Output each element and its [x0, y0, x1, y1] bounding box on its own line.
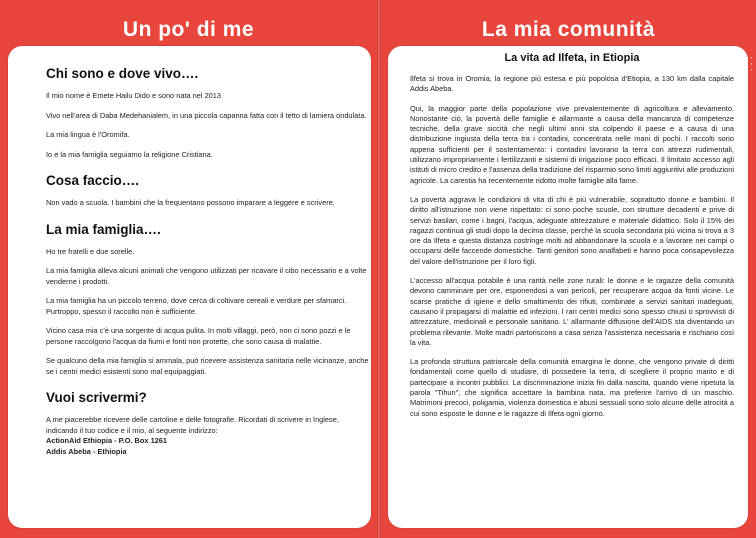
- paragraph: Ho tre fratelli e due sorelle.: [46, 246, 135, 256]
- paragraph: Non vado a scuola. I bambini che la frequentano possono imparare a leggere e scrivere.: [46, 198, 335, 207]
- paragraph: Io e la mia famiglia seguiamo la religione Cristiana.: [46, 149, 213, 159]
- paragraph: Se qualcuno della mia famiglia si ammala, può ricevere assistenza sanitaria nelle vicinanze, anche se i centri medici esistenti sono mal equipaggiati.: [46, 356, 369, 376]
- right-page-card: [388, 46, 748, 528]
- left-page-content: [46, 66, 372, 457]
- section-title-what: Cosa faccio….: [46, 173, 140, 188]
- paragraph: La mia famiglia ha un piccolo terreno, dove cerca di coltivare cereali e verdure per sfamarci. Purtroppo, spesso il raccolto non è sufficiente.: [46, 296, 347, 316]
- paragraph: La povertà aggrava le condizioni di vita di chi è più vulnerabile, soprattutto donne e bambini. Il diritto all'istruzione non viene rispettato: ci sono poche scuole, con strutture decadenti e prive di servizi basilari, come i bagni, l'acqua, adeguate attrezzature e materiale didattico. Solo il 15% dei ragazzi continua gli studi dopo la decima classe, perché la scuola secondaria più vicina si trova a 3 ore da Ilfeta e questa distanza costringe molti ad abbandonare la scuola e a lavorare nei campi o occuparsi delle faccende domestiche. Tanti genitori sono analfabeti e hanno poca consapevolezza del valore dell'istruzione per il loro figli.: [410, 194, 734, 266]
- paragraph: A me piacerebbe ricevere delle cartoline e delle fotografie. Ricordati di scrivere in Inglese, indicando il tuo codice e il mio, al seguente indirizzo:: [46, 415, 339, 435]
- page-fold: [377, 0, 381, 538]
- paragraph: Vivo nell'area di Daba Medehanialem, in una piccola capanna fatta con il tetto di lamiera ondulata.: [46, 110, 367, 120]
- paragraph: Vicino casa mia c'è una sorgente di acqua pulita. In molti villaggi, però, non ci sono pozzi e le persone raccolgono l'acqua da fiumi e fonti non protette, che sono causa di malattie.: [46, 326, 351, 346]
- paragraph: Qui, la maggior parte della popolazione vive prevalentemente di agricoltura e allevamento. Nonostante ciò, la povertà delle famiglie è allarmante a causa della mancanza di competenze tecniche, della grave siccità che negli ultimi anni sta colpendo il paese e a causa di una distribuzione ingiusta della terra tra i contadini, concentrata nelle mani di pochi. I raccolti sono appena sufficienti per il sostentamento: i contadini lavorano la terra con attrezzi rudimentali, utilizzano impropriamente i fertilizzanti e sistemi di irrigazione poco efficaci. Il limitato accesso agli istituti di micro credito e l'assenza della tradizione del risparmio sono limiti aggiuntivi alle produzioni agricole. La carestia ha recentemente ridotto molte famiglie alla fame.: [410, 103, 734, 185]
- paragraph: La mia famiglia alleva alcuni animali che vengono utilizzati per ricavare il cibo necessario e a volte venderne i prodotti.: [46, 266, 367, 286]
- paragraph: L'accesso all'acqua potabile è una rarità nelle zone rurali: le donne e le ragazze della comunità devono camminare per ore, esponendosi a vari pericoli, per recuperare acqua da fonti vicine. Le scarse pratiche di igiene e dello smaltimento dei rifiuti, combinate a servizi sanitari inadeguati, causano il propagarsi di malattie ed infezioni. I rari centri medici sono spesso chiusi o sprovvisti di attrezzature, medicinali e personale sanitario. L' allarmante diffusione dell'AIDS sta diventando un problema rilevante. Molte madri partoriscono a casa senza l'assistenza necessaria e rischiano così la vita.: [410, 276, 734, 347]
- left-page-card: [8, 46, 371, 528]
- address-line: ActionAid Ethiopia - P.O. Box 1261: [46, 436, 168, 445]
- right-page-content: [410, 52, 734, 419]
- paragraph: La profonda struttura patriarcale della comunità emargina le donne, che vengono private di diritti fondamentali come quello di studiare, di possedere la terra, di scegliere il proprio marito e di partecipare a incontri pubblici. La discriminazione inizia fin dalla nascita, quando viene ripetuta la parola "Tihun", che significa accettare la bambina nata, ma preferire l'arrivo di un maschio. Matrimoni precoci, poligamia, violenza domestica e abusi sessuali sono solo alcune delle atrocità a cui sono esposte le donne e le ragazze di Ilfeta ogni giorno.: [410, 357, 734, 418]
- section-title-family: La mia famiglia….: [46, 221, 161, 237]
- address-line: Addis Abeba - Ethiopia: [46, 446, 127, 456]
- right-page-header: La mia comunità: [481, 18, 656, 41]
- paragraph: Ilfeta si trova in Oromia, la regione più estesa e più popolosa d'Etiopia, a 130 km dalla capitale Addis Abeba.: [410, 74, 734, 94]
- article-title: La vita ad Ilfeta, in Etiopia: [504, 52, 640, 64]
- section-title-who: Chi sono e dove vivo….: [46, 66, 199, 81]
- section-title-write: Vuoi scrivermi?: [46, 390, 147, 405]
- left-page-header: Un po' di me: [122, 18, 255, 41]
- paragraph: La mia lingua è l'Oromifa.: [46, 130, 130, 139]
- paragraph: Il mio nome è Emete Hailu Dido e sono nata nel 2013: [46, 91, 222, 100]
- scan-marks: ' ' ': [750, 57, 752, 76]
